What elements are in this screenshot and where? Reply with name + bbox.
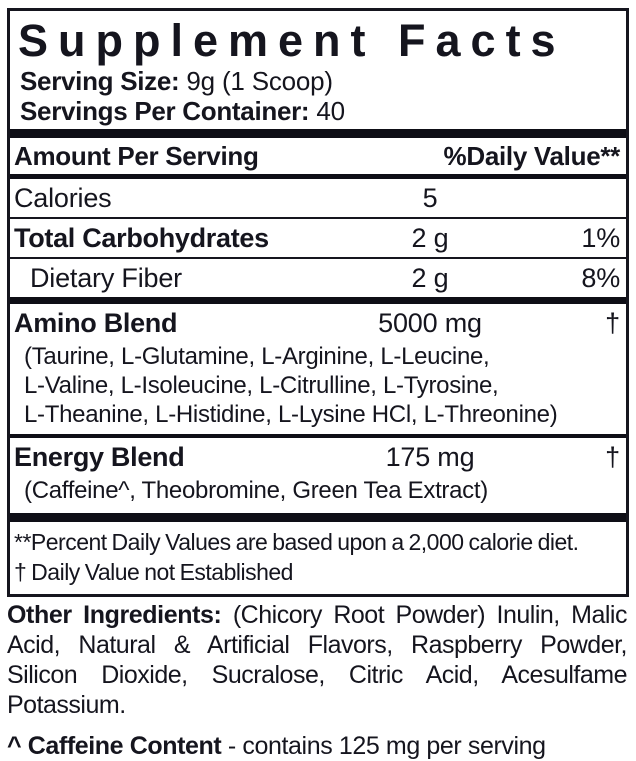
blend-daily-value: † [605, 307, 620, 338]
nutrient-name: Total Carbohydrates [14, 222, 269, 253]
nutrient-name: Calories [14, 182, 112, 213]
blend-amount: 5000 mg [378, 307, 482, 338]
caffeine-content-line [7, 732, 627, 761]
caffeine-content-text: - contains 125 mg per serving [221, 732, 546, 760]
table-row [10, 304, 626, 342]
blend-ingredients-line: L-Theanine, L-Histidine, L-Lysine HCl, L-Threonine) [24, 401, 558, 429]
nutrient-name: Dietary Fiber [30, 262, 182, 293]
energy-blend-ingredients [10, 476, 626, 510]
daily-value-header: %Daily Value** [443, 140, 620, 171]
table-row [10, 219, 626, 257]
blend-daily-value: † [605, 441, 620, 472]
nutrient-daily-value: 1% [581, 222, 620, 253]
blend-name: Amino Blend [14, 307, 178, 338]
amount-per-serving-header: Amount Per Serving [14, 140, 259, 171]
table-row [10, 179, 626, 217]
footnotes [10, 522, 626, 594]
blend-amount: 175 mg [385, 441, 475, 472]
below-panel-text [7, 600, 627, 761]
other-ingredients-text: (Chicory Root Powder) Inulin, Malic Acid, Natural & Artificial Flavors, Raspberry Powder, Silicon Dioxide, Sucralose, Citric Acid, Acesulfame Potassium. [7, 601, 627, 719]
servings-per-container-label: Servings Per Container: [20, 96, 310, 127]
other-ingredients-paragraph [7, 600, 627, 720]
table-row [10, 259, 626, 297]
blend-ingredients-line: (Caffeine^, Theobromine, Green Tea Extract) [24, 477, 488, 505]
nutrient-daily-value: 8% [581, 262, 620, 293]
serving-size-value: 9g (1 Scoop) [186, 66, 333, 97]
amino-blend-ingredients [10, 342, 626, 434]
blend-name: Energy Blend [14, 441, 185, 472]
panel-title: Supplement Facts [18, 15, 566, 66]
other-ingredients-label: Other Ingredients: [7, 601, 222, 629]
nutrient-amount: 2 g [411, 262, 449, 293]
nutrient-amount: 2 g [411, 222, 449, 253]
blend-ingredients-line: L-Valine, L-Isoleucine, L-Citrulline, L-Tyrosine, [24, 372, 499, 400]
serving-size-line [10, 66, 626, 96]
supplement-facts-panel [7, 8, 629, 597]
section-divider [10, 297, 626, 304]
dagger-footnote: † Daily Value not Established [14, 559, 293, 586]
caffeine-content-label: ^ Caffeine Content [7, 732, 222, 760]
servings-per-container-value: 40 [316, 96, 345, 127]
daily-value-footnote: **Percent Daily Values are based upon a 2,000 calorie diet. [14, 529, 579, 556]
thick-divider-top [10, 129, 626, 138]
nutrient-amount: 5 [422, 182, 438, 213]
serving-size-label: Serving Size: [20, 66, 180, 97]
blend-ingredients-line: (Taurine, L-Glutamine, L-Arginine, L-Leucine, [24, 343, 490, 371]
table-row [10, 438, 626, 476]
servings-per-container-line [10, 96, 626, 126]
thick-divider-bottom [10, 513, 626, 522]
table-header-row [10, 138, 626, 174]
